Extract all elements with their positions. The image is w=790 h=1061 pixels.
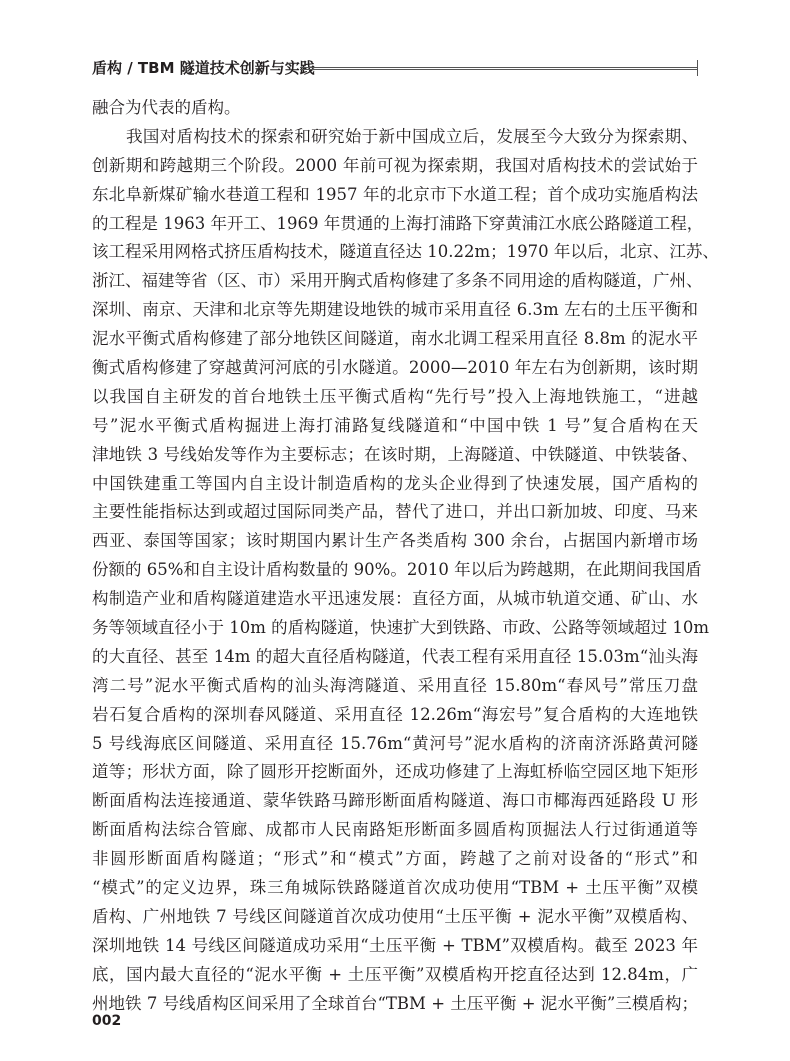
text-line: 州地铁 7 号线盾构区间采用了全球首台“TBM + 土压平衡 + 泥水平衡”三模盾构； — [92, 993, 698, 1013]
header-rule-end — [697, 60, 698, 76]
text-line: 份额的 65%和自主设计盾构数量的 90%。2010 年以后为跨越期，在此期间我国盾 — [92, 560, 702, 580]
text-line: 深圳、南京、天津和北京等先期建设地铁的城市采用直径 6.3m 左右的土压平衡和 — [92, 300, 698, 320]
text-line: 道等；形状方面，除了圆形开挖断面外，还成功修建了上海虹桥临空园区地下矩形 — [92, 762, 698, 782]
body-text — [92, 94, 719, 1019]
text-line: 岩石复合盾构的深圳春风隧道、采用直径 12.26m“海宏号”复合盾构的大连地铁 — [92, 704, 698, 724]
text-line: 构制造产业和盾构隧道建造水平迅速发展：直径方面，从城市轨道交通、矿山、水 — [92, 589, 698, 609]
page-number: 002 — [92, 1013, 122, 1029]
text-line: 津地铁 3 号线始发等作为主要标志；在该时期，上海隧道、中铁隧道、中铁装备、 — [92, 444, 698, 464]
text-line: “模式”的定义边界，珠三角城际铁路隧道首次成功使用“TBM + 土压平衡”双模 — [92, 878, 698, 898]
text-line: 融合为代表的盾构。 — [92, 98, 241, 117]
text-line: 东北阜新煤矿输水巷道工程和 1957 年的北京市下水道工程；首个成功实施盾构法 — [92, 184, 698, 204]
text-line: 中国铁建重工等国内自主设计制造盾构的龙头企业得到了快速发展，国产盾构的 — [92, 473, 698, 493]
text-line: 底，国内最大直径的“泥水平衡 + 土压平衡”双模盾构开挖直径达到 12.84m，广 — [92, 964, 698, 984]
text-line: 湾二号”泥水平衡式盾构的汕头海湾隧道、采用直径 15.80m“春风号”常压刀盘 — [92, 675, 698, 695]
text-line: 以我国自主研发的首台地铁土压平衡式盾构“先行号”投入上海地铁施工，“进越 — [92, 386, 698, 406]
text-line: 创新期和跨越期三个阶段。2000 年前可视为探索期，我国对盾构技术的尝试始于 — [92, 155, 698, 175]
text-line: 衡式盾构修建了穿越黄河河底的引水隧道。2000—2010 年左右为创新期，该时期 — [92, 358, 698, 378]
text-line: 浙江、福建等省（区、市）采用开胸式盾构修建了多条不同用途的盾构隧道，广州、 — [92, 271, 703, 291]
text-line: 断面盾构法连接通道、蒙华铁路马蹄形断面盾构隧道、海口市椰海西延路段 U 形 — [92, 791, 698, 811]
running-header — [92, 58, 702, 80]
header-rule — [300, 67, 698, 70]
text-line: 我国对盾构技术的探索和研究始于新中国成立后，发展至今大致分为探索期、 — [126, 126, 698, 146]
text-line: 主要性能指标达到或超过国际同类产品，替代了进口，并出口新加坡、印度、马来 — [92, 502, 698, 522]
text-line: 泥水平衡式盾构修建了部分地铁区间隧道，南水北调工程采用直径 8.8m 的泥水平 — [92, 329, 698, 349]
text-line: 号”泥水平衡式盾构掘进上海打浦路复线隧道和“中国中铁 1 号”复合盾构在天 — [92, 415, 698, 435]
text-line: 西亚、泰国等国家；该时期国内累计生产各类盾构 300 余台，占据国内新增市场 — [92, 531, 698, 551]
text-line: 务等领域直径小于 10m 的盾构隧道，快速扩大到铁路、市政、公路等领域超过 10m — [92, 618, 710, 638]
text-line: 该工程采用网格式挤压盾构技术，隧道直径达 10.22m；1970 年以后，北京、江苏、 — [92, 242, 719, 262]
text-line: 5 号线海底区间隧道、采用直径 15.76m“黄河号”泥水盾构的济南济泺路黄河隧 — [92, 733, 698, 753]
text-line: 的工程是 1963 年开工、1969 年贯通的上海打浦路下穿黄浦江水底公路隧道工程， — [92, 213, 704, 233]
text-line: 深圳地铁 14 号线区间隧道成功采用“土压平衡 + TBM”双模盾构。截至 2023 年 — [92, 935, 698, 955]
text-line: 非圆形断面盾构隧道；“形式”和“模式”方面，跨越了之前对设备的“形式”和 — [92, 849, 698, 869]
text-line: 的大直径、甚至 14m 的超大直径盾构隧道，代表工程有采用直径 15.03m“汕头海 — [92, 646, 698, 666]
text-line: 盾构、广州地铁 7 号线区间隧道首次成功使用“土压平衡 + 泥水平衡”双模盾构、 — [92, 906, 698, 926]
book-title: 盾构 / TBM 隧道技术创新与实践 — [92, 59, 315, 77]
text-line: 断面盾构法综合管廊、成都市人民南路矩形断面多圆盾构顶掘法人行过街通道等 — [92, 820, 698, 840]
